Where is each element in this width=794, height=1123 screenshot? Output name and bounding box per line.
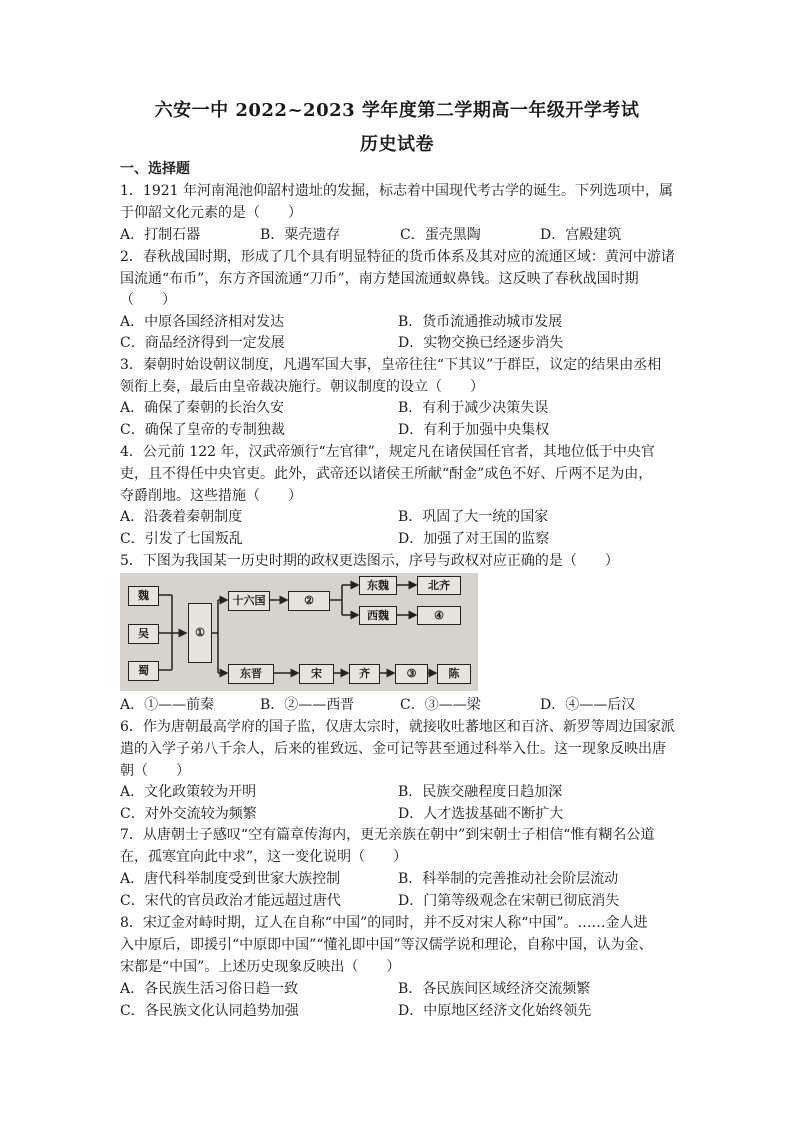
question-2-option-c: C．商品经济得到一定发展 (120, 335, 285, 351)
question-6-line-2: 遣的入学子弟八千余人，后来的崔致远、金可记等甚至通过科举入仕。这一现象反映出唐 (120, 741, 666, 757)
question-2-option-b: B．货币流通推动城市发展 (398, 314, 563, 330)
question-3-line-1: 3．秦朝时始设朝议制度，凡遇军国大事，皇帝往往“下其议”于群臣，议定的结果由丞相 (120, 357, 662, 373)
question-5-option-a: A．①——前秦 (120, 697, 215, 713)
state-wei-box: 魏 (128, 586, 159, 606)
question-2-option-a: A．中原各国经济相对发达 (120, 314, 285, 330)
eastern-jin-box: 东晋 (228, 664, 274, 684)
regime-circle-4-box: ④ (417, 606, 461, 625)
question-6-option-d: D．人才选拔基础不断扩大 (398, 806, 564, 822)
song-box: 宋 (299, 664, 334, 684)
qi-box: 齐 (349, 664, 380, 684)
question-4-option-b: B．巩固了大一统的国家 (398, 509, 549, 525)
regime-circle-3-box: ③ (395, 664, 428, 684)
question-4-option-c: C．引发了七国叛乱 (120, 531, 243, 547)
question-7-line-2: 在，孤寒宜向此中求”，这一变化说明（ ） (120, 849, 408, 865)
state-shu-box: 蜀 (128, 661, 159, 681)
question-1-option-b: B．粟壳遗存 (260, 227, 341, 243)
chen-box: 陈 (437, 664, 471, 684)
question-2-line-3: （ ） (120, 292, 176, 308)
eastern-wei-box: 东魏 (359, 576, 397, 595)
question-2-line-2: 国流通“布币”，东方齐国流通“刀币”，南方楚国流通蚁鼻钱。这反映了春秋战国时期 (120, 271, 639, 287)
question-4-line-2: 吏，且不得任中央官吏。此外，武帝还以诸侯王所献“酎金”成色不好、斤两不足为由， (120, 466, 653, 482)
question-7-option-b: B．科举制的完善推动社会阶层流动 (398, 871, 619, 887)
question-7-option-a: A．唐代科举制度受到世家大族控制 (120, 871, 341, 887)
question-1-option-c: C．蛋壳黑陶 (400, 227, 481, 243)
question-8-option-b: B．各民族间区域经济交流频繁 (398, 981, 591, 997)
question-8-option-d: D．中原地区经济文化始终领先 (398, 1003, 592, 1019)
question-8-line-1: 8．宋辽金对峙时期，辽人在自称“中国”的同时，并不反对宋人称“中国”。……金人进 (120, 915, 648, 931)
question-5-option-b: B．②——西晋 (260, 697, 355, 713)
question-5-line-1: 5．下图为我国某一历史时期的政权更迭图示，序号与政权对应正确的是（ ） (120, 553, 619, 569)
question-8-option-a: A．各民族生活习俗日趋一致 (120, 981, 299, 997)
northern-qi-box: 北齐 (417, 576, 461, 595)
question-7-option-d: D．门第等级观念在宋朝已彻底消失 (398, 893, 620, 909)
question-8-option-c: C．各民族文化认同趋势加强 (120, 1003, 299, 1019)
question-4-option-d: D．加强了对王国的监察 (398, 531, 550, 547)
question-3-option-b: B．有利于减少决策失误 (398, 400, 549, 416)
western-wei-box: 西魏 (359, 606, 397, 625)
regime-circle-1-box: ① (188, 603, 212, 663)
question-4-line-3: 夺爵削地。这些措施（ ） (120, 488, 302, 504)
question-2-option-d: D．实物交换已经逐步消失 (398, 335, 564, 351)
question-8-line-2: 入中原后，即援引“中原即中国”“懂礼即中国”等汉儒学说和理论，自称中国，认为金、 (120, 937, 653, 953)
question-3-option-c: C．确保了皇帝的专制独裁 (120, 422, 285, 438)
question-6-line-3: 朝（ ） (120, 763, 190, 779)
question-1-option-d: D．宫殿建筑 (540, 227, 622, 243)
sixteen-kingdoms-box: 十六国 (228, 591, 270, 611)
question-7-option-c: C．宋代的官员政治才能远超过唐代 (120, 893, 341, 909)
question-8-line-3: 宋都是“中国”。上述历史现象反映出（ ） (120, 959, 401, 975)
question-6-line-1: 6．作为唐朝最高学府的国子监，仅唐太宗时，就接收吐蕃地区和百济、新罗等周边国家派 (120, 719, 675, 735)
section-heading: 一、选择题 (120, 161, 190, 177)
question-3-line-2: 领衔上奏，最后由皇帝裁决施行。朝议制度的设立（ ） (120, 379, 484, 395)
question-3-option-a: A．确保了秦朝的长治久安 (120, 400, 285, 416)
question-6-option-c: C．对外交流较为频繁 (120, 806, 257, 822)
question-5-option-c: C．③——梁 (400, 697, 481, 713)
question-6-option-b: B．民族交融程度日趋加深 (398, 784, 563, 800)
regime-circle-2-box: ② (288, 591, 330, 611)
question-7-line-1: 7．从唐朝士子感叹“空有篇章传海内，更无亲族在朝中”到宋朝士子相信“惟有糊名公道 (120, 827, 655, 843)
question-1-line-1: 1．1921 年河南渑池仰韶村遗址的发掘，标志着中国现代考古学的诞生。下列选项中，属 (120, 183, 673, 199)
question-4-option-a: A．沿袭着秦朝制度 (120, 509, 243, 525)
question-3-option-d: D．有利于加强中央集权 (398, 422, 550, 438)
exam-subtitle: 历史试卷 (360, 134, 434, 155)
question-1-option-a: A．打制石器 (120, 227, 201, 243)
regime-succession-diagram (120, 573, 478, 691)
question-4-line-1: 4．公元前 122 年，汉武帝颁行“左官律”，规定凡在诸侯国任官者，其地位低于中央官 (120, 444, 655, 460)
question-2-line-1: 2．春秋战国时期，形成了几个具有明显特征的货币体系及其对应的流通区域：黄河中游诸 (120, 249, 675, 265)
question-1-line-2: 于仰韶文化元素的是（ ） (120, 205, 302, 221)
exam-title: 六安一中 2022~2023 学年度第二学期高一年级开学考试 (154, 100, 640, 121)
question-5-option-d: D．④——后汉 (540, 697, 636, 713)
state-wu-box: 吴 (128, 624, 159, 644)
question-6-option-a: A．文化政策较为开明 (120, 784, 257, 800)
